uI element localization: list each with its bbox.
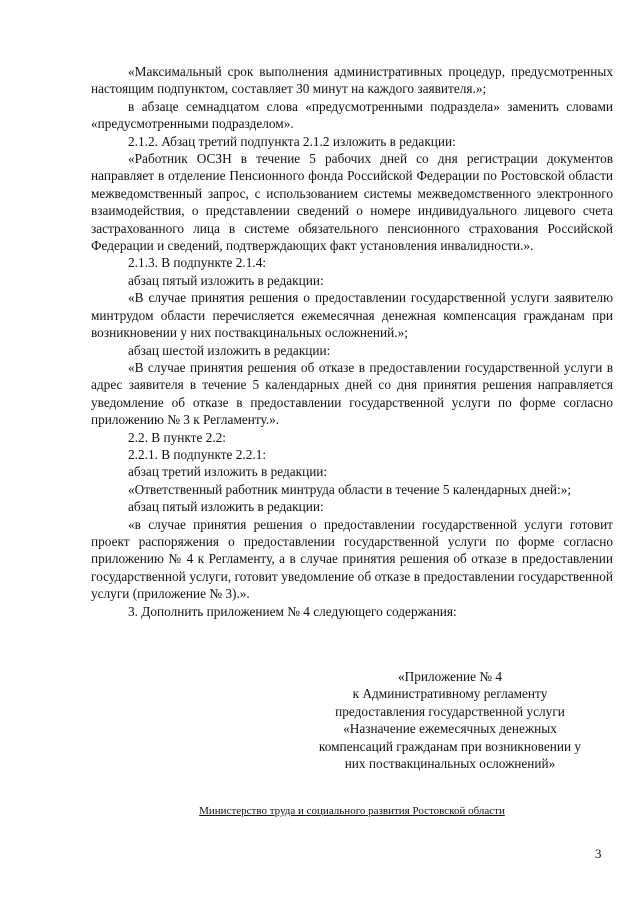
paragraph: «Максимальный срок выполнения административных процедур, предусмотренных настоящим подпунктом, составляет 30 минут на каждого заявителя.»; — [91, 64, 613, 97]
appendix-line: компенсаций гражданам при возникновении у — [318, 738, 582, 754]
paragraph: 2.1.2. Абзац третий подпункта 2.1.2 изложить в редакции: — [128, 133, 456, 149]
paragraph: в абзаце семнадцатом слова «предусмотренными подраздела» заменить словами «предусмотренными подразделом». — [91, 98, 613, 132]
paragraph: абзац третий изложить в редакции: — [128, 464, 328, 480]
appendix-line: предоставления государственной услуги — [335, 703, 565, 719]
document-body — [91, 63, 613, 620]
page-number: 3 — [595, 846, 602, 861]
ministry-title — [91, 804, 613, 818]
appendix-line: к Административному регламенту — [352, 686, 548, 702]
paragraph: абзац шестой изложить в редакции: — [128, 342, 331, 358]
paragraph: 2.1.3. В подпункте 2.1.4: — [128, 255, 267, 271]
paragraph: 2.2. В пункте 2.2: — [128, 429, 226, 445]
paragraph: «Ответственный работник минтруда области в течение 5 календарных дней:»; — [128, 481, 572, 497]
appendix-line: них поствакцинальных осложнений» — [344, 756, 556, 772]
paragraph: «В случае принятия решения об отказе в предоставлении государственной услуги в адрес заявителя в течение 5 календарных дней со дня принятия решения направляется уведомление об отказе в предоставлении государственной услуги по форме согласно приложению № 3 к Регламенту.». — [91, 359, 613, 428]
paragraph: «в случае принятия решения о предоставлении государственной услуги готовит проект распоряжения о предоставлении государственной услуги по форме согласно приложению № 4 к Регламенту, а в случае принятия решения об отказе в предоставлении государственной услуги, готовит уведомление об отказе в предоставлении государственной услуги (приложение № 3).». — [91, 516, 613, 602]
paragraph: абзац пятый изложить в редакции: — [128, 499, 324, 515]
paragraph: «Работник ОСЗН в течение 5 рабочих дней со дня регистрации документов направляет в отделение Пенсионного фонда Российской Федерации по Ростовской области межведомственный запрос, с использованием системы межведомственного электронного взаимодействия, о представлении сведений о номере индивидуального лицевого счета застрахованного лица в системе обязательного пенсионного страхования Российской Федерации и сведений, подтверждающих факт установления инвалидности.». — [91, 151, 613, 254]
paragraph: 3. Дополнить приложением № 4 следующего содержания: — [128, 603, 457, 619]
appendix-line: «Приложение № 4 — [398, 669, 502, 684]
paragraph: 2.2.1. В подпункте 2.2.1: — [128, 446, 267, 462]
ministry-title-text: Министерство труда и социального развития Ростовской области — [199, 805, 505, 817]
appendix-line: «Назначение ежемесячных денежных — [343, 721, 557, 737]
paragraph: абзац пятый изложить в редакции: — [128, 272, 324, 288]
appendix-heading — [270, 668, 630, 772]
paragraph: «В случае принятия решения о предоставлении государственной услуги заявителю минтрудом области перечисляется ежемесячная денежная компенсация гражданам при возникновении у них поствакцинальных осложнений.»; — [91, 290, 613, 341]
